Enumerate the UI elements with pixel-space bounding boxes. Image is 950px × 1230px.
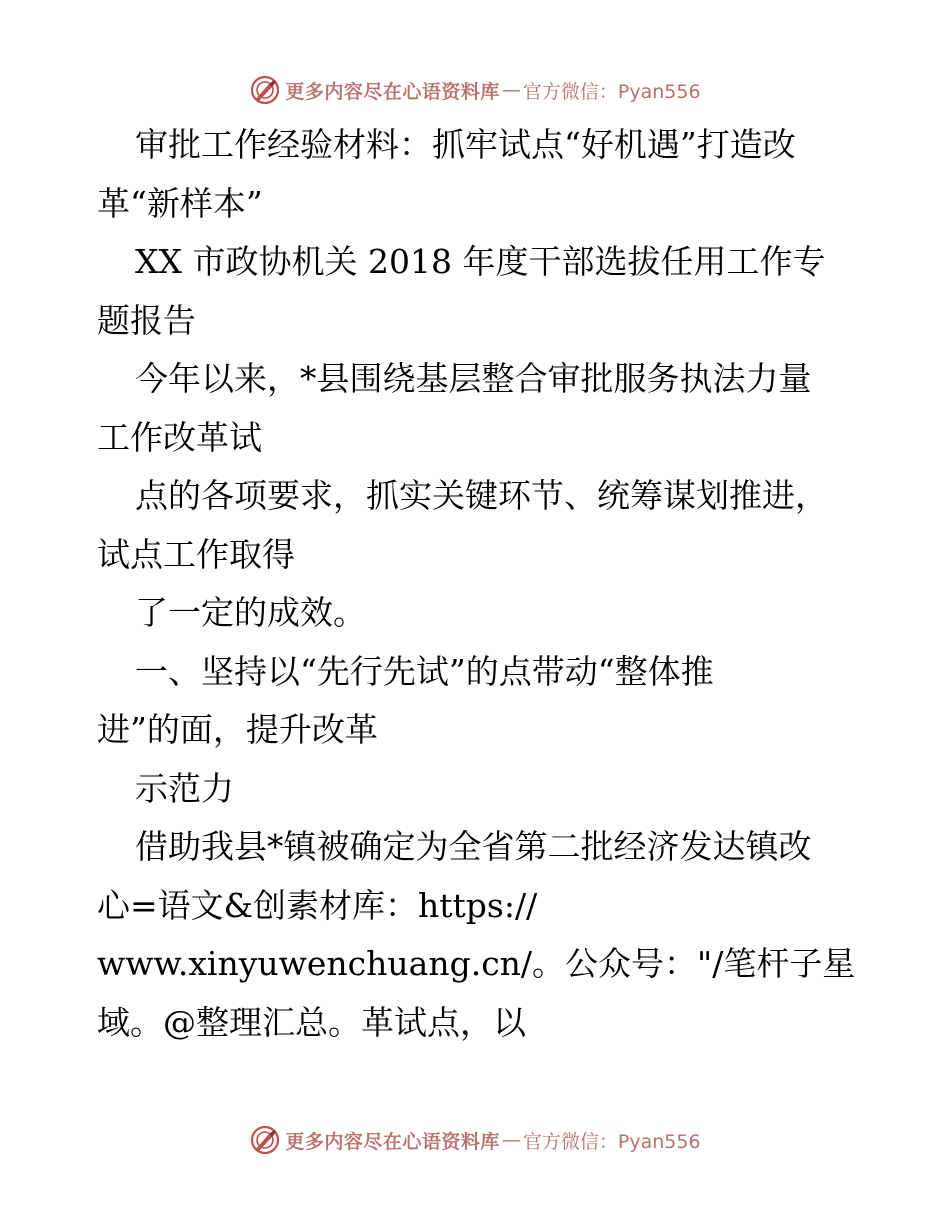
footer-watermark-dash: —	[501, 1129, 521, 1151]
text-line: 审批工作经验材料：抓牢试点“好机遇”打造改	[135, 125, 796, 164]
text-line: 借助我县*镇被确定为全省第二批经济发达镇改	[135, 827, 812, 866]
text-line: 革“新样本”	[97, 183, 263, 223]
brand-logo-icon	[249, 74, 281, 106]
text-line: 一、坚持以“先行先试”的点带动“整体推	[135, 651, 714, 691]
text-line: 点的各项要求，抓实关键环节、统筹谋划推进，	[135, 476, 828, 515]
text-line: 域。@整理汇总。革试点，以	[97, 1002, 526, 1042]
text-line: 试点工作取得	[97, 534, 295, 574]
document-body	[97, 116, 857, 1052]
header-watermark-main: 更多内容尽在心语资料库	[285, 80, 500, 103]
brand-logo-icon	[249, 1124, 281, 1156]
text-line: www.xinyuwenchuang.cn/。公众号："/笔杆子星	[97, 944, 856, 983]
text-line: 进”的面，提升改革	[97, 710, 378, 749]
text-line: XX 市政协机关 2018 年度干部选拔任用工作专	[135, 242, 826, 281]
text-line: 了一定的成效。	[135, 593, 366, 632]
text-line: 题报告	[97, 300, 196, 340]
text-line: 今年以来，*县围绕基层整合审批服务执法力量	[135, 359, 812, 398]
footer-watermark-main: 更多内容尽在心语资料库	[285, 1130, 500, 1153]
footer-watermark	[0, 1120, 950, 1160]
header-watermark-sub: 官方微信：Pyan556	[522, 80, 701, 103]
footer-watermark-sub: 官方微信：Pyan556	[522, 1130, 701, 1153]
header-watermark	[0, 70, 950, 110]
text-line: 工作改革试	[97, 417, 262, 457]
header-watermark-dash: —	[501, 79, 521, 101]
text-line: 心=语文&创素材库：https://	[97, 885, 538, 925]
text-line: 示范力	[135, 768, 234, 808]
